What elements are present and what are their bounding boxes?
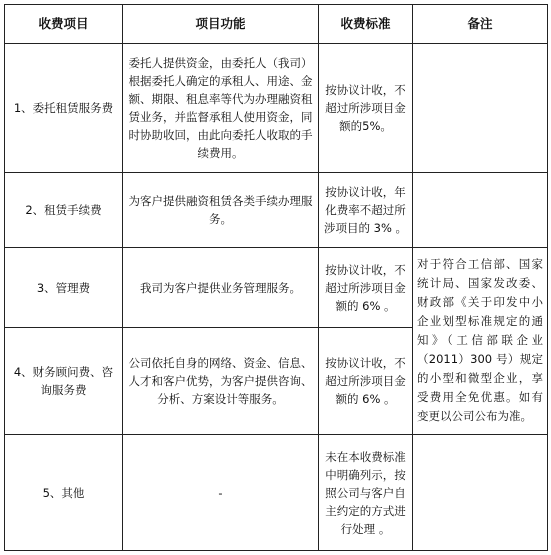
fee-standard: 按协议计收，年化费率不超过所涉项目的 3% 。 — [319, 173, 413, 248]
fee-item: 2、租赁手续费 — [5, 173, 123, 248]
fee-function: - — [123, 435, 319, 551]
fee-standard: 未在本收费标准中明确列示，按照公司与客户自主约定的方式进行处理 。 — [319, 435, 413, 551]
fee-note-empty — [413, 44, 548, 173]
fee-item: 4、财务顾问费、咨询服务费 — [5, 328, 123, 435]
header-row — [5, 5, 548, 44]
fee-standard: 按协议计收，不超过所涉项目金额的 6% 。 — [319, 328, 413, 435]
fee-function: 公司依托自身的网络、资金、信息、人才和客户优势，为客户提供咨询、分析、方案设计等服务。 — [123, 328, 319, 435]
fee-item: 3、管理费 — [5, 247, 123, 328]
table-row — [5, 435, 548, 551]
header-item: 收费项目 — [5, 5, 123, 44]
fee-table — [4, 4, 548, 551]
fee-note-empty — [413, 173, 548, 248]
table-row — [5, 247, 548, 328]
header-function: 项目功能 — [123, 5, 319, 44]
table-row — [5, 44, 548, 173]
fee-item: 1、委托租赁服务费 — [5, 44, 123, 173]
header-standard: 收费标准 — [319, 5, 413, 44]
header-note: 备注 — [413, 5, 548, 44]
fee-function: 委托人提供资金，由委托人（我司）根据委托人确定的承租人、用途、金额、期限、租息率等代为办理融资租赁业务，并监督承租人使用资金，同时协助收回，由此向委托人收取的手续费用。 — [123, 44, 319, 173]
table-row — [5, 173, 548, 248]
fee-note: 对于符合工信部、国家统计局、国家发改委、财政部《关于印发中小企业划型标准规定的通知》（工信部联企业（2011）300 号）规定的小型和微型企业，享受费用全免优惠。如有变更以公司公布为准。 — [413, 247, 548, 434]
fee-function: 我司为客户提供业务管理服务。 — [123, 247, 319, 328]
fee-standard: 按协议计收，不超过所涉项目金额的 6% 。 — [319, 247, 413, 328]
fee-item: 5、其他 — [5, 435, 123, 551]
fee-function: 为客户提供融资租赁各类手续办理服务。 — [123, 173, 319, 248]
fee-standard: 按协议计收，不超过所涉项目金额的5%。 — [319, 44, 413, 173]
fee-note-empty — [413, 435, 548, 551]
